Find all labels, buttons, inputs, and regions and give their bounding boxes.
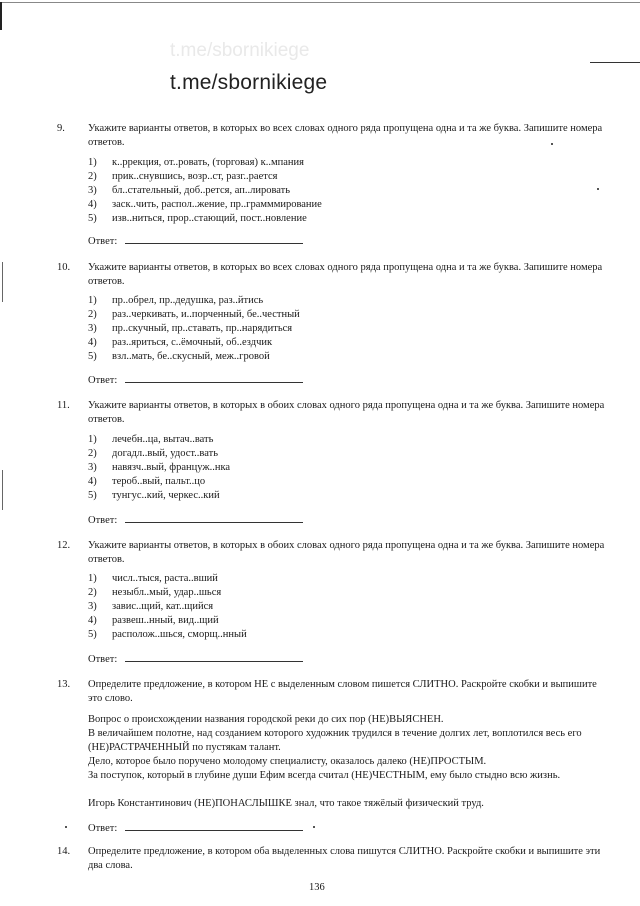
page-number: 136: [309, 882, 325, 893]
task-prompt: Укажите варианты ответов, в которых во всех словах одного ряда пропущена одна и та же буква. Запишите номера ответов.: [88, 262, 603, 287]
answer-field[interactable]: Ответ:: [88, 512, 303, 526]
option-item: 5) взл..мать, бе..скусный, меж..гровой: [88, 351, 270, 362]
option-item: 3) навязч..вый, француж..нка: [88, 462, 231, 473]
option-item: 4) развеш..нный, вид..щий: [88, 615, 219, 626]
answer-field[interactable]: Ответ:: [88, 372, 303, 386]
sentence-item: За поступок, который в глубине души Ефим всегда считал (НЕ)ЧЕСТНЫМ, ему было стыдно всю жизнь.: [88, 770, 561, 781]
option-item: 1) числ..тыся, раста..вший: [88, 573, 218, 584]
sentence-item: В величайшем полотне, над созданием которого художник трудился в течение долгих лет, воплотился весь его (НЕ)РАСТРАЧЕННЫЙ по пустякам талант.: [88, 728, 582, 753]
option-item: 4) заск..чить, распол..жение, пр..грамммирование: [88, 199, 322, 210]
scan-dot: [551, 143, 553, 145]
option-item: 1) к..ррекция, от..ровать, (торговая) к..мпания: [88, 157, 304, 168]
option-item: 2) догадл..вый, удост..вать: [88, 448, 219, 459]
task-prompt: Определите предложение, в котором оба выделенных слова пишутся СЛИТНО. Раскройте скобки и выпишите эти два слова.: [88, 846, 601, 871]
option-item: 5) располож..шься, сморщ..нный: [88, 629, 247, 640]
task-prompt: Укажите варианты ответов, в которых в обоих словах одного ряда пропущена одна и та же буква. Запишите номера ответов.: [88, 400, 605, 425]
option-item: 2) незыбл..мый, удар..шься: [88, 587, 222, 598]
scan-top-edge: [0, 2, 640, 3]
sentence-item: Вопрос о происхождении названия городской реки до сих пор (НЕ)ВЫЯСНЕН.: [88, 714, 444, 725]
option-item: 4) тероб..вый, пальт..цо: [88, 476, 206, 487]
option-item: 4) раз..яриться, с..ёмочный, об..ездчик: [88, 337, 273, 348]
task-number: 12.: [57, 540, 71, 551]
task-prompt: Определите предложение, в котором НЕ с выделенным словом пишется СЛИТНО. Раскройте скобки и выпишите это слово.: [88, 679, 597, 704]
option-item: 3) бл..стательный, доб..рется, ап..лировать: [88, 185, 291, 196]
task-prompt: Укажите варианты ответов, в которых во всех словах одного ряда пропущена одна и та же буква. Запишите номера ответов.: [88, 123, 603, 148]
option-item: 5) изв..ниться, прор..стающий, пост..новление: [88, 213, 307, 224]
sentence-item: Игорь Константинович (НЕ)ПОНАСЛЫШКЕ знал, что такое тяжёлый физический труд.: [88, 798, 484, 809]
option-item: 2) прик..снувшись, возр..ст, разг..рается: [88, 171, 278, 182]
scan-left-mark: [2, 262, 3, 302]
task-number: 10.: [57, 262, 71, 273]
answer-field[interactable]: Ответ:: [88, 820, 303, 834]
option-item: 3) пр..скучный, пр..ставать, пр..нарядиться: [88, 323, 293, 334]
scan-corner-mark: [0, 2, 2, 30]
option-item: 3) завис..щий, кат..щийся: [88, 601, 214, 612]
task-number: 13.: [57, 679, 71, 690]
task-number: 14.: [57, 846, 71, 857]
scan-left-mark: [2, 470, 3, 510]
watermark: t.me/sbornikiege: [170, 71, 328, 94]
answer-field[interactable]: Ответ:: [88, 651, 303, 665]
option-item: 5) тунгус..кий, черкес..кий: [88, 490, 220, 501]
watermark-ghost: t.me/sbornikiege: [170, 40, 310, 61]
scan-dot: [313, 826, 315, 828]
scan-edge-mark: [590, 62, 640, 63]
answer-field[interactable]: Ответ:: [88, 233, 303, 247]
task-number: 11.: [57, 400, 70, 411]
option-item: 1) пр..обрел, пр..дедушка, раз..йтись: [88, 295, 264, 306]
option-item: 1) лечебн..ца, вытач..вать: [88, 434, 214, 445]
scan-dot: [597, 188, 599, 190]
task-prompt: Укажите варианты ответов, в которых в обоих словах одного ряда пропущена одна и та же буква. Запишите номера ответов.: [88, 540, 605, 565]
option-item: 2) раз..черкивать, и..порченный, бе..честный: [88, 309, 300, 320]
scan-dot: [65, 826, 67, 828]
task-number: 9.: [57, 123, 65, 134]
sentence-item: Дело, которое было поручено молодому специалисту, оказалось далеко (НЕ)ПРОСТЫМ.: [88, 756, 487, 767]
